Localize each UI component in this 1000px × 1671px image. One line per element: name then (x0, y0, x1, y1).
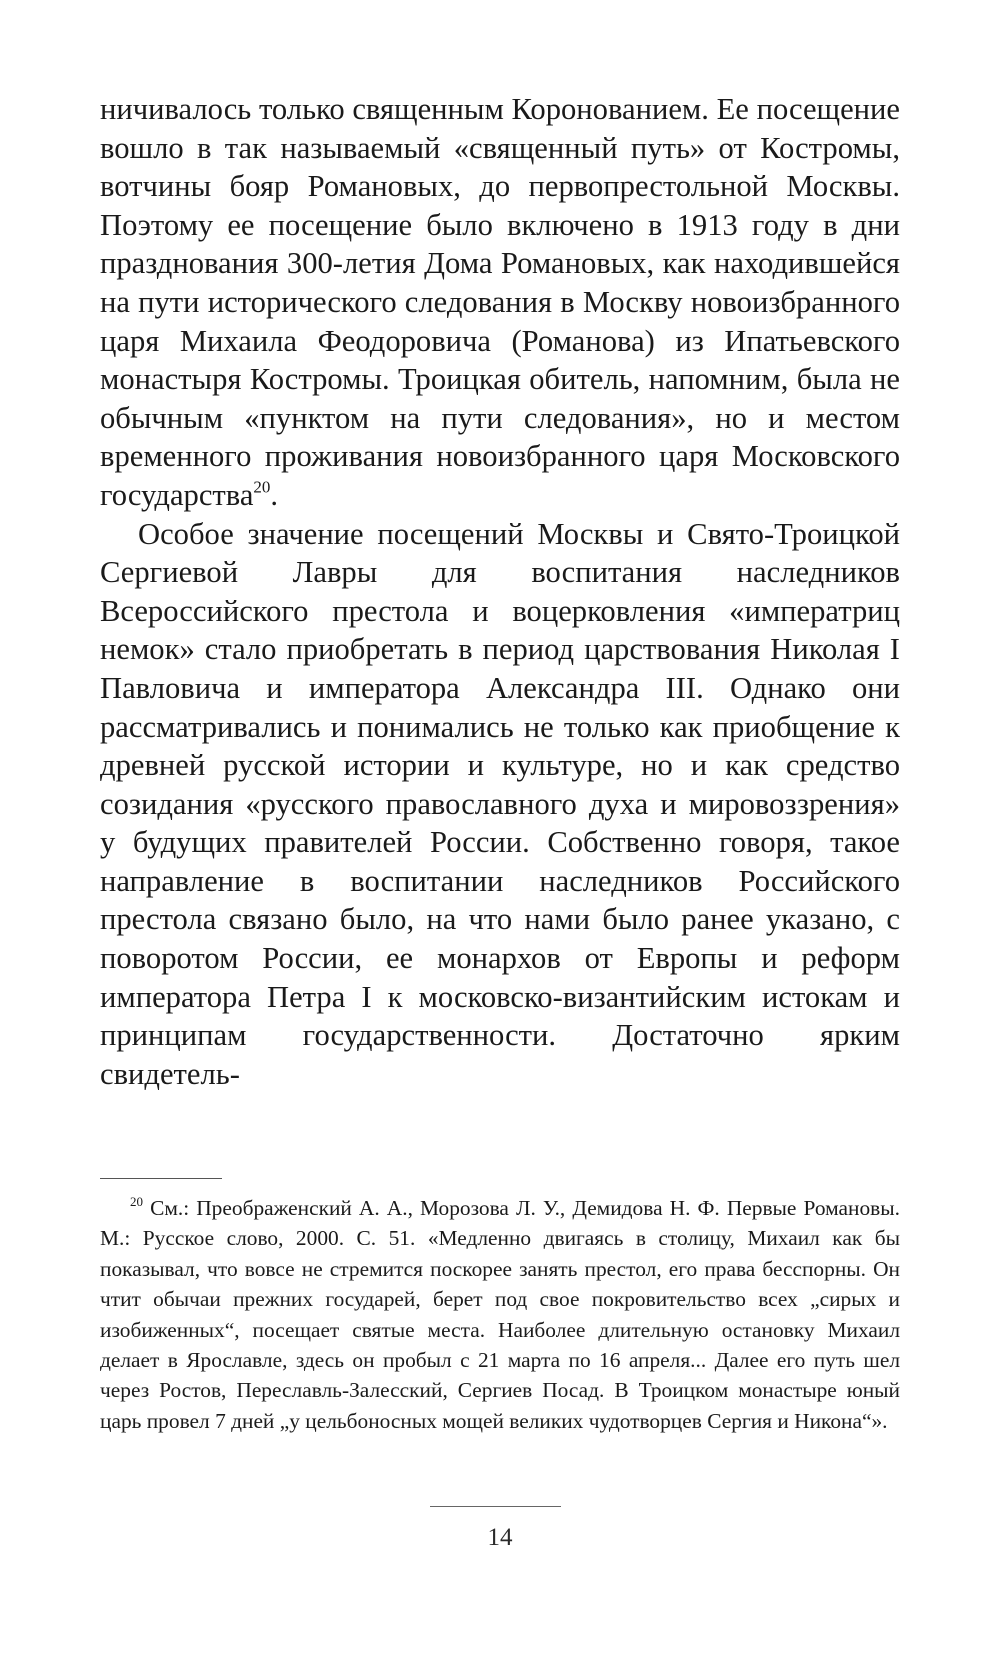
page-number: 14 (487, 1524, 513, 1551)
paragraph-2 (100, 515, 900, 1094)
footnote-number: 20 (130, 1193, 143, 1209)
paragraph-1-text: ничивалось только священным Коронованием. Ее посещение вошло в так называемый «священный путь» от Костромы, вотчины бояр Романовых, до первопрестольной Москвы. Поэтому ее посещение было включено в 1913 году в дни празднования 300-летия Дома Романовых, как находившейся на пути исторического следования в Москву новоизбранного царя Михаила Феодоровича (Романова) из Ипатьевского монастыря Костромы. Троицкая обитель, напомним, была не обычным «пунктом на пути следования», но и местом временного проживания новоизбранного царя Московского государства (100, 92, 900, 512)
footnote-reference: 20 (253, 477, 271, 497)
paragraph-1-tail: . (270, 477, 279, 512)
footnote-text: См.: Преображенский А. А., Морозова Л. У., Демидова Н. Ф. Первые Романовы. М.: Русское слово, 2000. С. 51. «Медленно двигаясь в столицу, Михаил как бы показывал, что вовсе не стремится поскорее занять престол, его права бесспорны. Он чтит обычаи прежних государей, берет под свое покровительство всех „сирых и изобиженных“, посещает святые места. Наиболее длительную остановку Михаил делает в Ярославле, здесь он пробыл с 21 марта по 16 апреля... Далее его путь шел через Ростов, Переславль-Залесский, Сергиев Посад. В Троицком монастыре юный царь провел 7 дней „у цельбоносных мощей великих чудотворцев Сергия и Никона“». (100, 1196, 900, 1433)
paragraph-1 (100, 90, 900, 515)
paragraph-2-text: Особое значение посещений Москвы и Свято-Троицкой Сергиевой Лавры для воспитания наследников Всероссийского престола и воцерковления «императриц немок» стало приобретать в период царствования Николая I Павловича и императора Александра III. Однако они рассматривались и понимались не только как приобщение к древней русской истории и культуре, но и как средство созидания «русского православного духа и мировоззрения» у будущих правителей России. Собственно говоря, такое направление в воспитании наследников Российского престола связано было, на что нами было ранее указано, с поворотом России, ее монархов от Европы и реформ императора Петра I к московско-византийским истокам и принципам государственности. Достаточно ярким свидетель- (100, 516, 900, 1091)
footnote-divider (100, 1178, 222, 1179)
page-number-divider (430, 1506, 561, 1507)
main-text (100, 90, 900, 1093)
footnote (100, 1193, 900, 1436)
